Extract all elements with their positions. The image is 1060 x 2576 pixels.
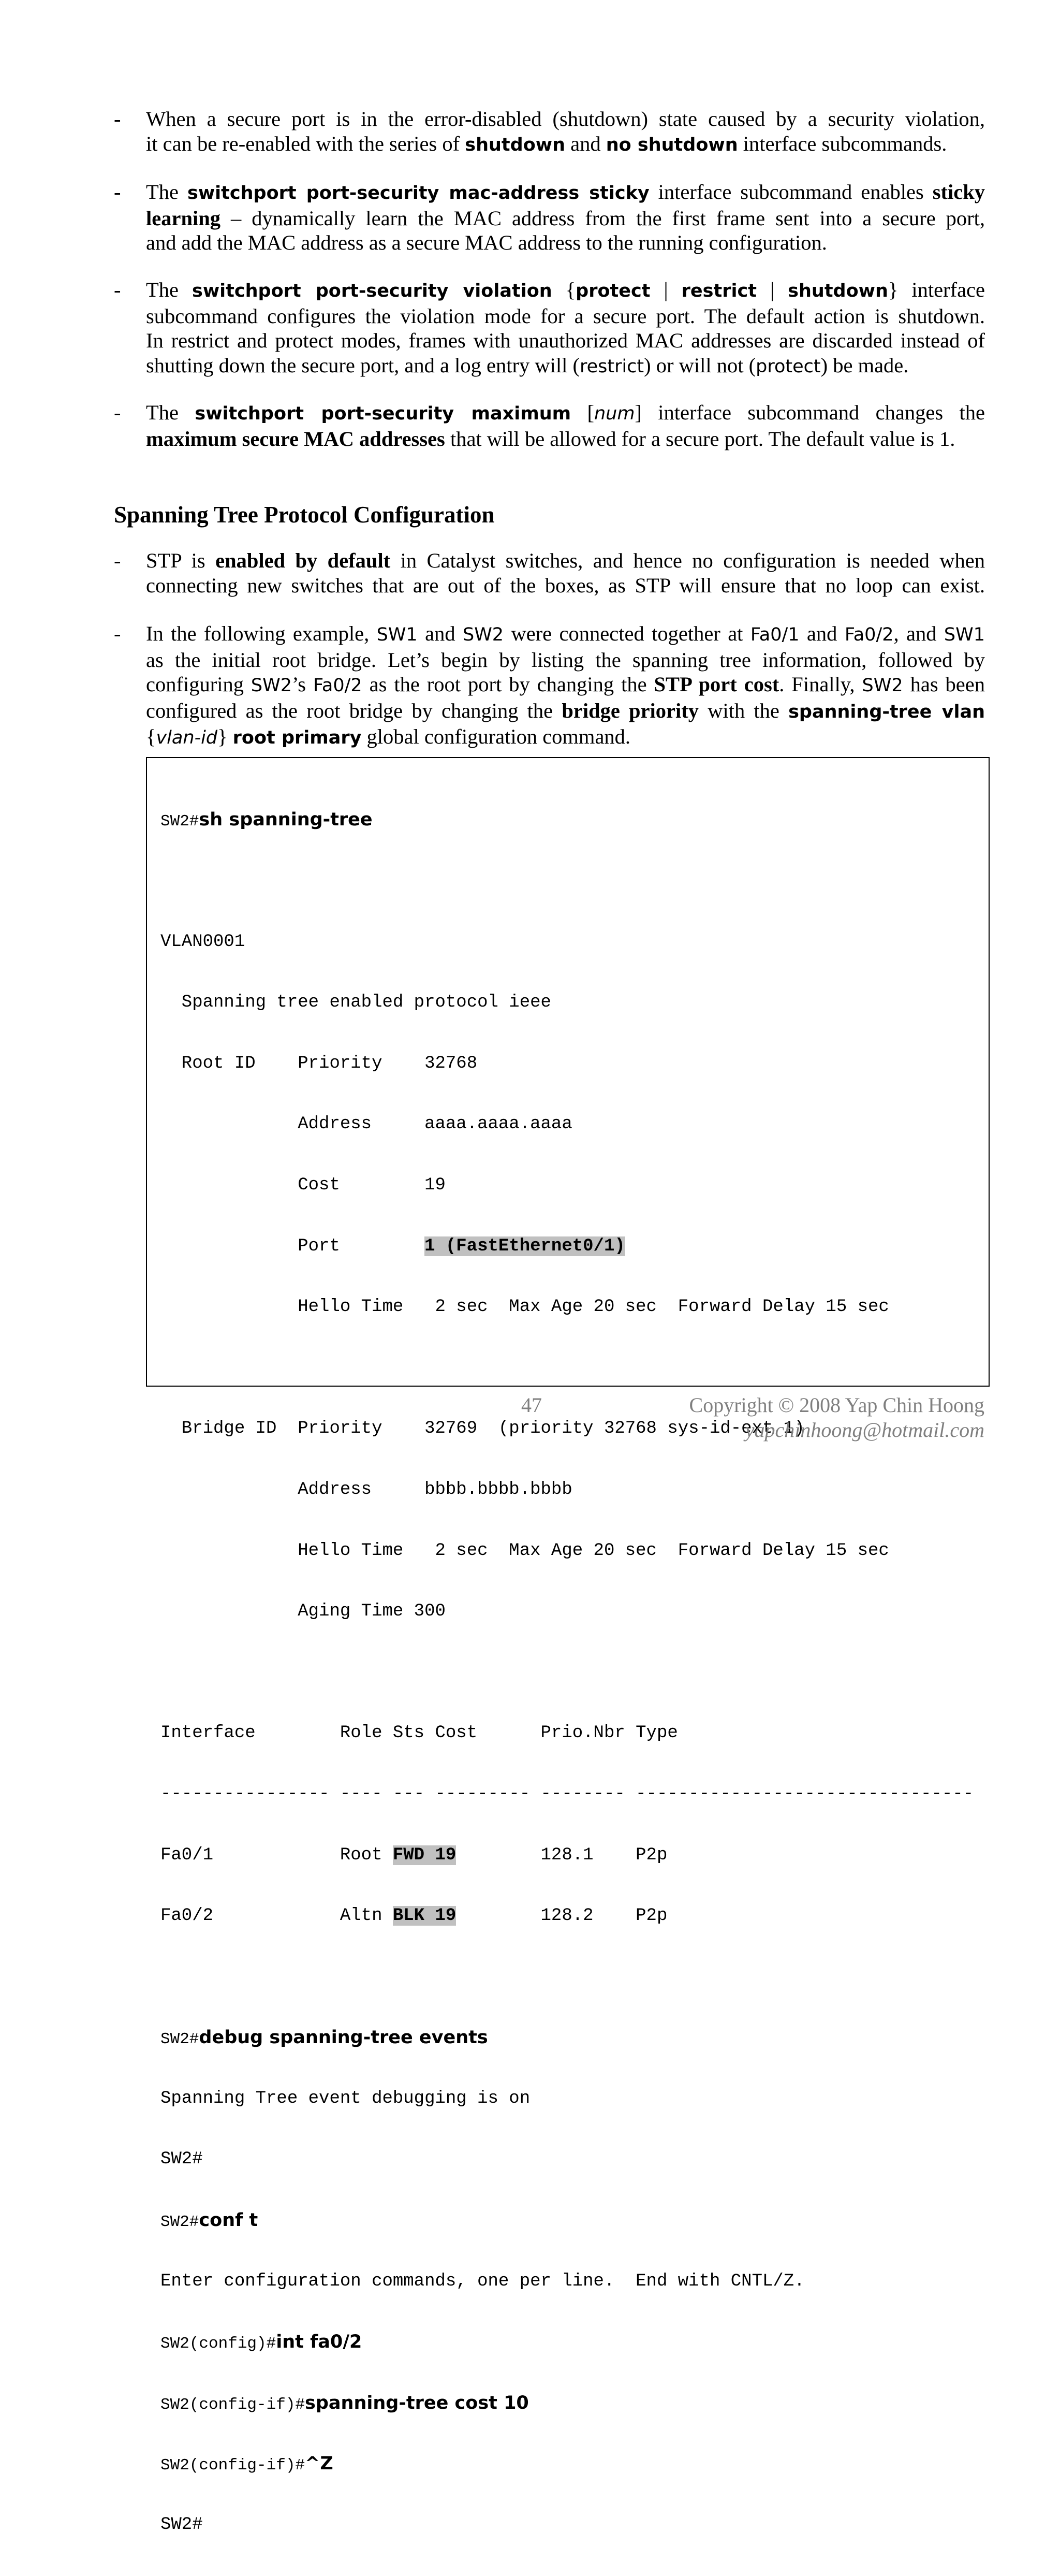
bullet-example — [114, 621, 985, 751]
code-line: Interface Role Sts Cost Prio.Nbr Type — [160, 1723, 678, 1743]
bullet-dash: - — [114, 549, 121, 572]
cli-prompt: SW2(config)# — [160, 2335, 276, 2353]
bullet-stp-default — [114, 548, 985, 598]
author-email: yapchinhoong@hotmail.com — [745, 1418, 984, 1442]
highlight-fwd: FWD 19 — [392, 1845, 457, 1865]
command-violation: switchport port-security violation — [192, 281, 552, 301]
bullet-dash: - — [114, 278, 121, 301]
cli-prompt: SW2# — [160, 812, 199, 831]
text-line: configured as the root bridge by changing the bridge priority with the spanning-tree vlan — [146, 698, 985, 722]
text-line: The switchport port-security maximum [num] interface subcommand changes the — [146, 401, 985, 424]
code-line: Address bbbb.bbbb.bbbb — [160, 1479, 572, 1500]
bullet-text — [146, 107, 985, 157]
cli-command: spanning-tree cost 10 — [305, 2392, 529, 2413]
bullet-text — [146, 278, 985, 379]
code-line: Root ID Priority 32768 — [160, 1053, 478, 1073]
bullet-text — [146, 400, 985, 451]
text-line: configuring SW2’s Fa0/2 as the root port by changing the STP port cost. Finally, SW2 has been — [146, 673, 985, 696]
code-line: Fa0/1 Root FWD 19 128.1 P2p — [160, 1845, 668, 1865]
text-line: learning – dynamically learn the MAC address from the first frame sent into a secure port, — [146, 206, 985, 230]
bullet-dash: - — [114, 180, 121, 203]
section-heading: Spanning Tree Protocol Configuration — [114, 502, 495, 528]
cli-prompt: SW2# — [160, 2030, 199, 2049]
text-line: maximum secure MAC addresses that will be allowed for a secure port. The default value is 1. — [146, 427, 955, 450]
code-line: Spanning Tree event debugging is on — [160, 2088, 531, 2108]
bullet-sticky-learning — [114, 180, 985, 255]
highlight-root-port: 1 (FastEthernet0/1) — [424, 1236, 625, 1256]
text-line: The switchport port-security violation {protect | restrict | shutdown} interface — [146, 278, 985, 301]
bullet-maximum — [114, 400, 985, 451]
cli-command: ^Z — [305, 2453, 333, 2475]
code-line: Spanning tree enabled protocol ieee — [160, 993, 551, 1013]
code-line — [160, 2332, 974, 2352]
code-line: Cost 19 — [160, 1175, 446, 1195]
code-line: Hello Time 2 sec Max Age 20 sec Forward Delay 15 sec — [160, 1297, 889, 1317]
code-line — [160, 2393, 974, 2413]
code-line — [160, 2028, 974, 2048]
code-line: Fa0/2 Altn BLK 19 128.2 P2p — [160, 1906, 668, 1926]
code-line: Port 1 (FastEthernet0/1) — [160, 1236, 625, 1256]
text-line: STP is enabled by default in Catalyst switches, and hence no configuration is needed when — [146, 549, 985, 572]
text-line: {vlan-id} root primary global configuration command. — [146, 725, 631, 748]
bullet-text — [146, 621, 985, 751]
code-line: Aging Time 300 — [160, 1602, 446, 1622]
command-maximum: switchport port-security maximum — [195, 403, 571, 424]
cli-prompt: SW2(config-if)# — [160, 2456, 305, 2475]
text-line: When a secure port is in the error-disabled (shutdown) state caused by a security violation, — [146, 107, 985, 130]
bullet-dash: - — [114, 401, 121, 424]
code-line: ---------------- ---- --- --------- -------- -------------------------------- — [160, 1784, 974, 1804]
text-line: connecting new switches that are out of the boxes, as STP will ensure that no loop can exist. — [146, 573, 985, 597]
bullet-dash: - — [114, 622, 121, 645]
code-line: Hello Time 2 sec Max Age 20 sec Forward Delay 15 sec — [160, 1540, 889, 1561]
highlight-blk: BLK 19 — [392, 1906, 457, 1926]
bullet-reenable-port — [114, 107, 985, 157]
code-line — [160, 2454, 974, 2474]
code-line — [160, 2210, 974, 2231]
cli-prompt: SW2(config-if)# — [160, 2395, 305, 2414]
code-line: SW2# — [160, 2149, 203, 2170]
code-line: Bridge ID Priority 32769 (priority 32768 sys-id-ext 1) — [160, 1419, 805, 1439]
code-line: Address aaaa.aaaa.aaaa — [160, 1114, 572, 1134]
command-sticky: switchport port-security mac-address sticky — [187, 183, 650, 203]
text-line: it can be re-enabled with the series of shutdown and no shutdown interface subcommands. — [146, 132, 947, 155]
bullet-dash: - — [114, 107, 121, 130]
code-line: SW2# — [160, 2515, 203, 2535]
text-line: The switchport port-security mac-address sticky interface subcommand enables sticky — [146, 180, 985, 203]
text-line: shutting down the secure port, and a log entry will (restrict) or will not (protect) be made. — [146, 353, 909, 377]
code-line: VLAN0001 — [160, 932, 245, 952]
cli-command: conf t — [199, 2210, 258, 2231]
command-shutdown: shutdown — [465, 134, 565, 155]
text-line: subcommand configures the violation mode for a secure port. The default action is shutdown. — [146, 304, 985, 328]
code-line — [160, 810, 974, 830]
cli-prompt: SW2# — [160, 2213, 199, 2232]
text-line: and add the MAC address as a secure MAC address to the running configuration. — [146, 231, 827, 254]
cli-output — [160, 769, 974, 2576]
code-line: Enter configuration commands, one per line. End with CNTL/Z. — [160, 2271, 805, 2291]
text-line: as the initial root bridge. Let’s begin by listing the spanning tree information, followed by — [146, 648, 985, 672]
cli-command: debug spanning-tree events — [199, 2027, 488, 2048]
text-line: In restrict and protect modes, frames with unauthorized MAC addresses are discarded instead of — [146, 329, 985, 352]
text-line: In the following example, SW1 and SW2 were connected together at Fa0/1 and Fa0/2, and SW1 — [146, 622, 985, 645]
bullet-text — [146, 180, 985, 255]
page-number: 47 — [521, 1393, 542, 1417]
command-no-shutdown: no shutdown — [606, 134, 738, 155]
bullet-violation-mode — [114, 278, 985, 379]
cli-command: int fa0/2 — [276, 2332, 362, 2353]
bullet-text — [146, 548, 985, 598]
cli-command: sh spanning-tree — [199, 809, 373, 831]
copyright-notice: Copyright © 2008 Yap Chin Hoong — [689, 1393, 984, 1417]
